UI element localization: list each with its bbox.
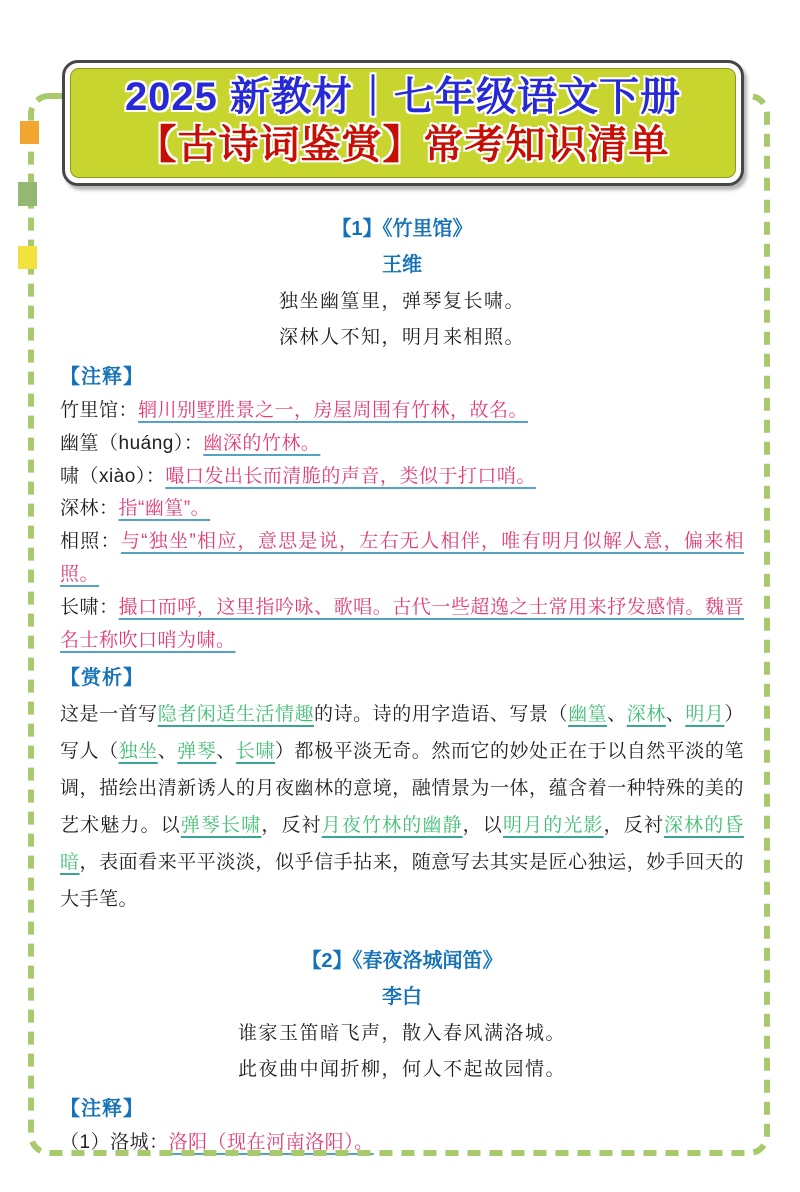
note-line [60, 395, 744, 428]
text-segment: 独坐 [118, 741, 158, 763]
poem2-verse-line: 谁家玉笛暗飞声，散入春风满洛城。 [237, 1023, 566, 1045]
text-segment: 长啸： [60, 596, 119, 618]
text-segment: 弹琴 [177, 741, 217, 763]
poem1-verse-line: 深林人不知，明月来相照。 [278, 327, 525, 348]
text-segment: 幽篁 [568, 704, 608, 726]
title-banner-inner [70, 68, 736, 178]
note-line [60, 526, 744, 592]
text-segment: 这是一首写 [60, 704, 158, 726]
text-segment: 、 [607, 704, 627, 726]
text-segment: 月夜竹林的幽静 [321, 815, 463, 837]
text-segment: 、 [216, 741, 236, 763]
worksheet-page [0, 60, 800, 1192]
deco-square-orange [20, 121, 39, 144]
text-segment: ，反衬 [261, 815, 322, 837]
text-segment: ）写人（ [60, 704, 744, 763]
note-line [60, 461, 744, 494]
deco-square-green [18, 182, 37, 206]
title-banner [62, 60, 744, 186]
text-segment: 深林： [60, 498, 119, 520]
text-segment: 隐者闲适生活情趣 [157, 704, 315, 726]
poem1-title: 【1】《竹里馆》 [331, 218, 473, 240]
text-segment: 、 [665, 704, 686, 726]
poem2-author: 李白 [382, 986, 422, 1009]
poem1-verse-line: 独坐幽篁里，弹琴复长啸。 [278, 291, 525, 312]
text-segment: ，反衬 [603, 815, 665, 837]
text-segment: 竹里馆： [60, 400, 139, 421]
text-segment: 弹琴长啸 [180, 815, 262, 837]
text-segment: 指“幽篁”。 [118, 498, 211, 520]
text-segment: 深林的昏暗 [60, 815, 744, 874]
text-segment: 明月 [685, 704, 725, 726]
text-segment: ，表面看来平平淡淡，似乎信手拈来，随意写去其实是匠心独运，妙手回天的大手笔。 [60, 852, 744, 911]
text-segment: 嘬口发出长而清脆的声音，类似于打口哨。 [165, 465, 536, 487]
poem2-verse-line: 此夜曲中闻折柳，何人不起故园情。 [237, 1059, 566, 1081]
poem2-notes-heading: 【注释】 [60, 1098, 144, 1121]
text-segment: 撮口而呼，这里指吟咏、歌唱。古代一些超逸之士常用来抒发感情。魏晋名士称吹口哨为啸。 [60, 596, 744, 651]
text-segment: ，以 [462, 815, 503, 837]
document-content [60, 211, 744, 1160]
text-segment: 的诗。诗的用字造语、写景（ [314, 704, 569, 726]
note-line [60, 428, 744, 461]
note-line [60, 1127, 744, 1160]
text-segment: 、 [157, 741, 178, 763]
banner-title-line1: 2025 新教材｜七年级语文下册 [124, 75, 682, 119]
poem2-title: 【2】《春夜洛城闻笛》 [301, 950, 503, 973]
poem1-analysis-paragraph [60, 696, 744, 918]
text-segment: （1）洛城： [60, 1132, 169, 1154]
text-segment: 长啸 [235, 741, 275, 763]
text-segment: 洛阳（现在河南洛阳）。 [168, 1132, 374, 1154]
text-segment: 幽篁（huáng）： [60, 432, 204, 454]
note-line [60, 493, 744, 526]
text-segment: 与“独坐”相应，意思是说，左右无人相伴，唯有明月似解人意，偏来相照。 [60, 531, 744, 585]
poem1-notes-heading: 【注释】 [60, 366, 144, 388]
text-segment: ）都极平淡无奇。然而它的妙处正在于以自然平淡的笔调，描绘出清新诱人的月夜幽林的意境，融情景为一体，蕴含着一种特殊的美的艺术魅力。以 [60, 741, 744, 837]
note-line [60, 592, 744, 658]
poem1-analysis-heading: 【赏析】 [60, 667, 144, 690]
text-segment: 明月的光影 [502, 815, 604, 837]
banner-title-line2: 【古诗词鉴赏】常考知识清单 [136, 123, 670, 167]
text-segment: 辋川别墅胜景之一，房屋周围有竹林，故名。 [138, 400, 529, 421]
text-segment: 幽深的竹林。 [203, 432, 321, 454]
text-segment: 相照： [60, 531, 121, 553]
deco-square-yellow [18, 246, 37, 269]
text-segment: 啸（xiào）： [60, 465, 166, 487]
poem1-author: 王维 [382, 254, 422, 276]
text-segment: 深林 [626, 704, 666, 726]
